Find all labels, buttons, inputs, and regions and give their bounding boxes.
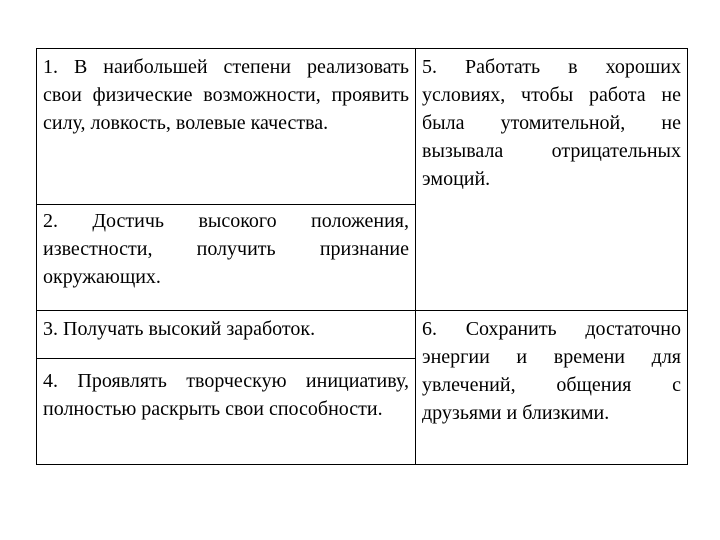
table-cell-item-2 bbox=[37, 207, 415, 291]
item-3-text: 3. Получать высокий заработок. bbox=[43, 318, 316, 340]
row-divider-right bbox=[415, 310, 687, 311]
table-cell-item-5 bbox=[416, 53, 687, 193]
row-divider-2 bbox=[37, 310, 415, 311]
table-cell-item-4 bbox=[37, 367, 415, 423]
table-cell-item-3 bbox=[37, 315, 415, 343]
item-5-text: 5. Работать в хороших условиях, чтобы работа не была утомительной, не вызывала отрицательных эмоций. bbox=[422, 56, 681, 190]
item-4-text: 4. Проявлять творческую инициативу, полностью раскрыть свои способности. bbox=[43, 370, 409, 420]
table-cell-item-1 bbox=[37, 53, 415, 137]
motives-table bbox=[36, 48, 688, 465]
item-1-text: 1. В наибольшей степени реализовать свои физические возможности, проявить силу, ловкость, волевые качества. bbox=[43, 56, 409, 134]
row-divider-3 bbox=[37, 358, 415, 359]
item-6-text: 6. Сохранить достаточно энергии и времени для увлечений, общения с друзьями и близкими. bbox=[422, 318, 681, 424]
row-divider-1 bbox=[37, 204, 415, 205]
item-2-text: 2. Достичь высокого положения, известности, получить признание окружающих. bbox=[43, 210, 409, 288]
table-cell-item-6 bbox=[416, 315, 687, 427]
